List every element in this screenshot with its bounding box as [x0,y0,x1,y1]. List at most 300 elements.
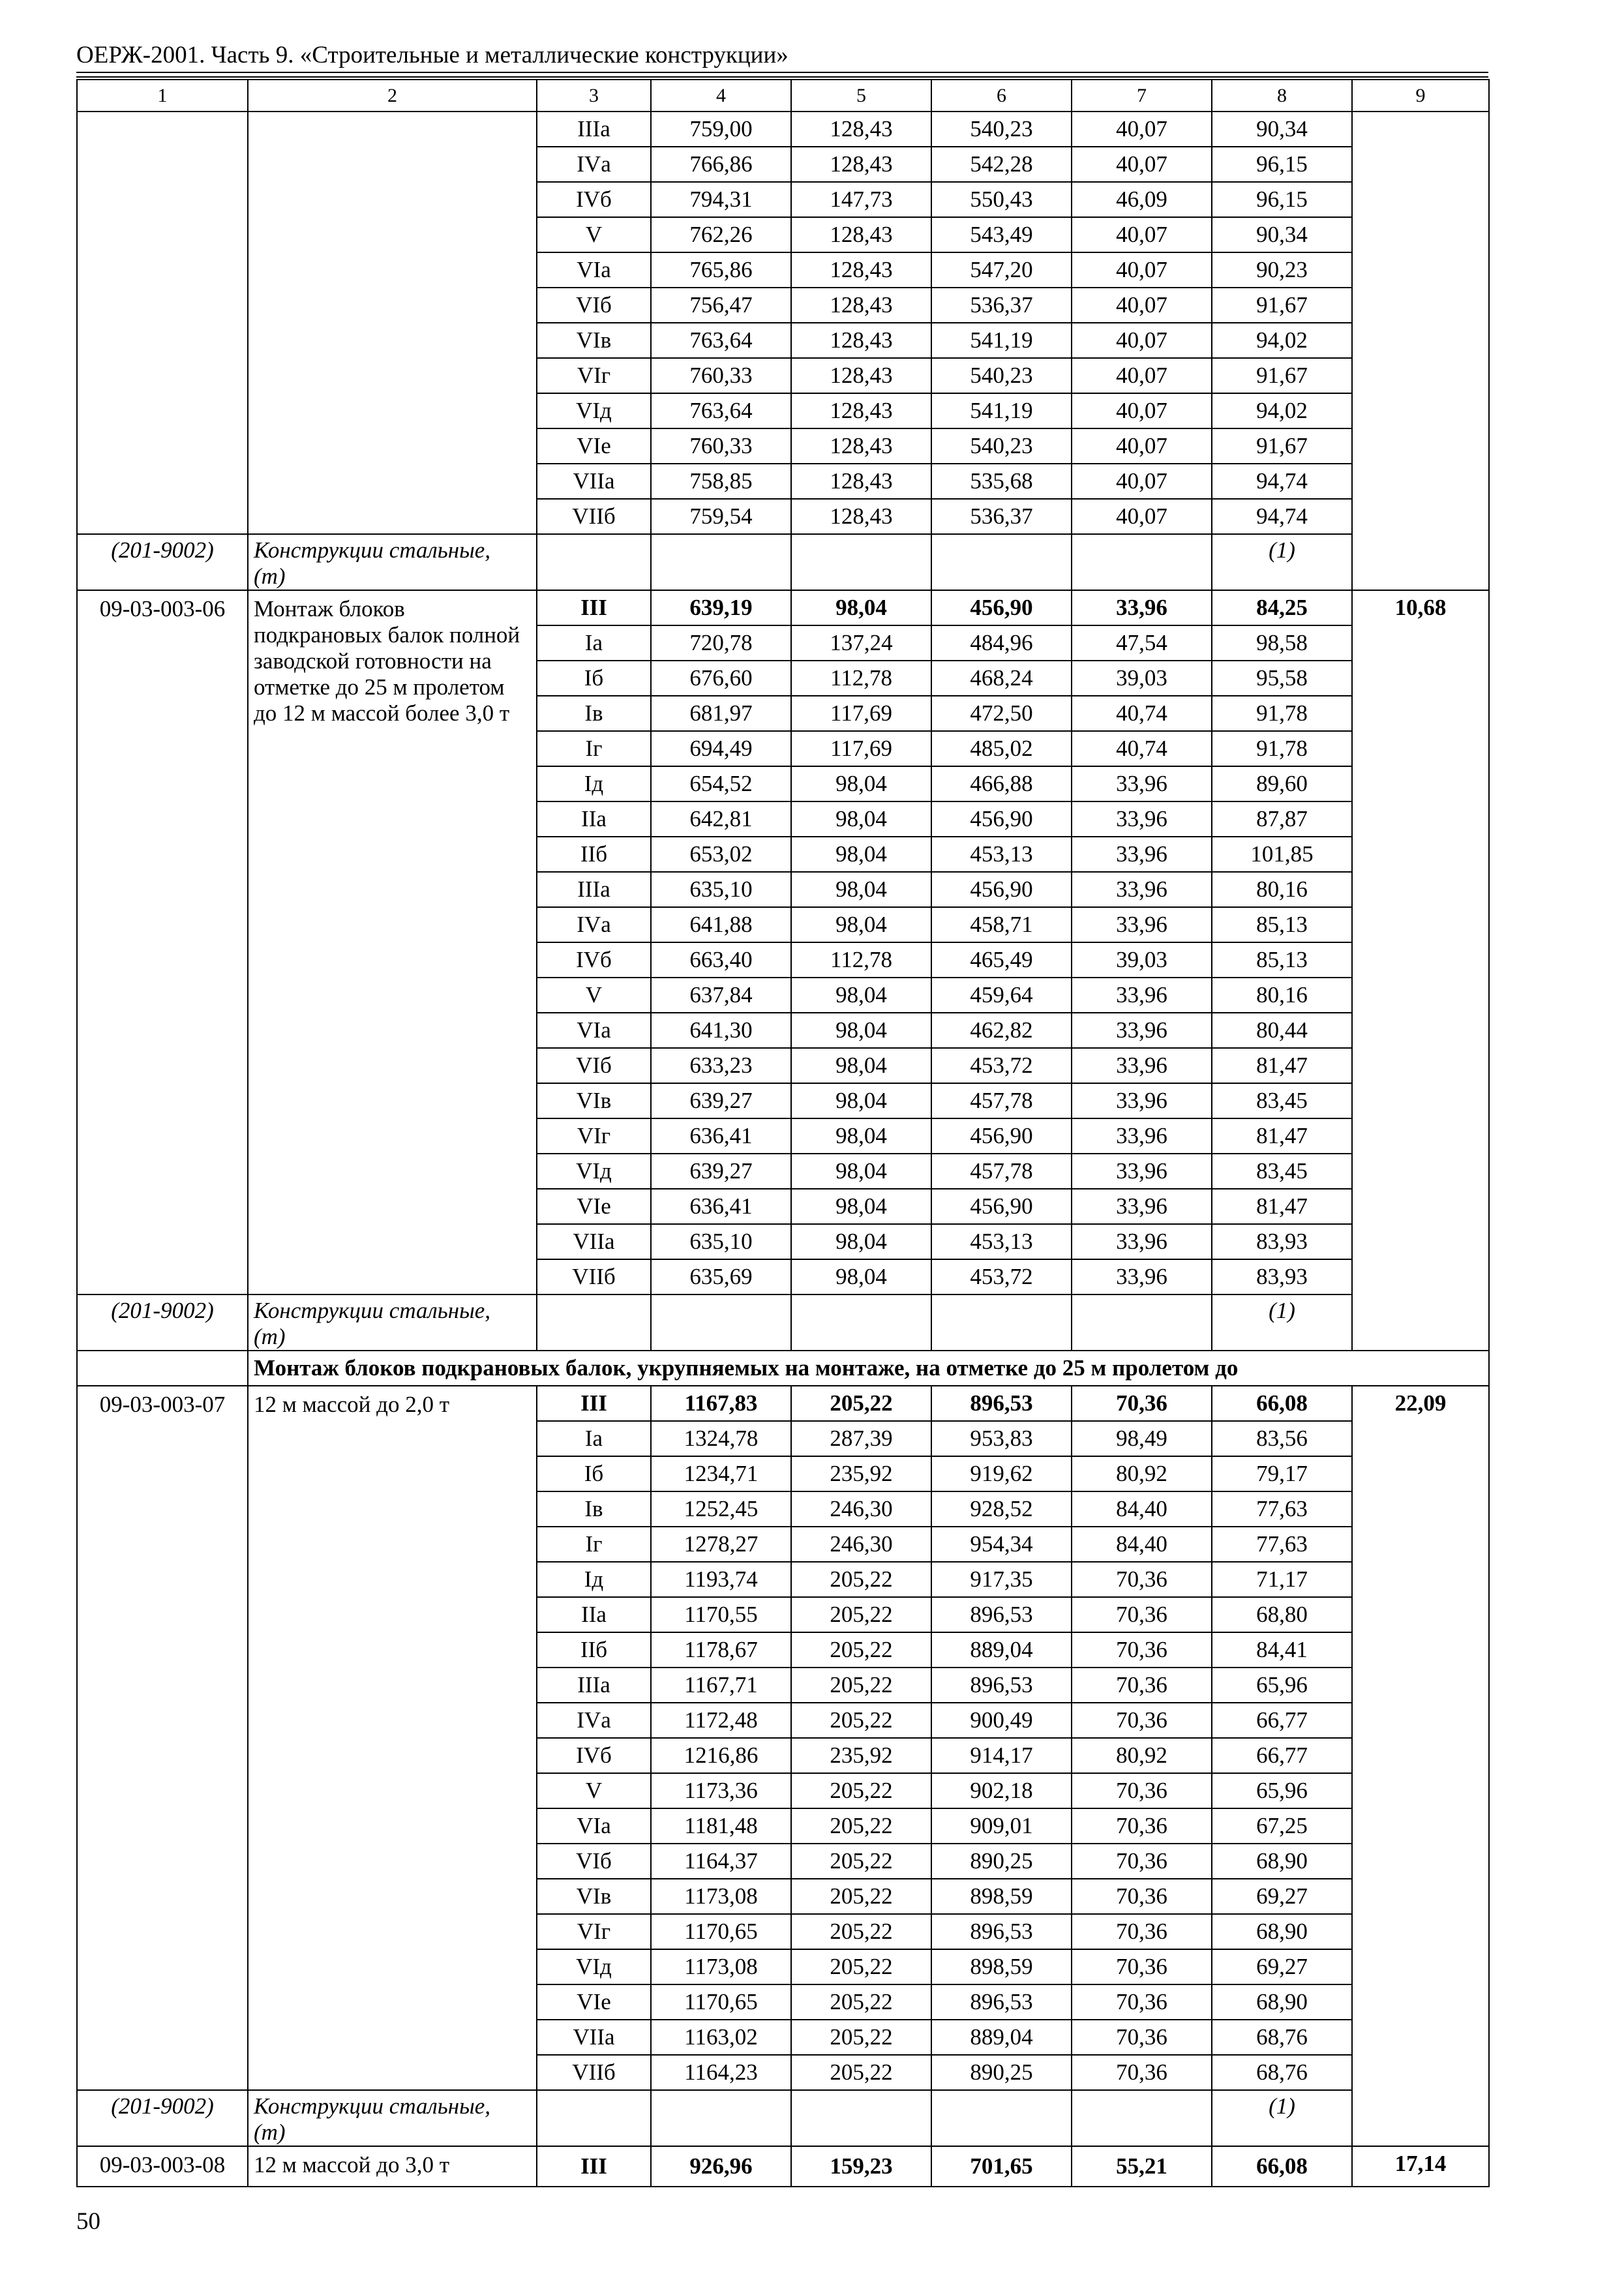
value-cell: 81,47 [1212,1189,1352,1224]
value-cell: 794,31 [651,182,791,217]
column-number-row [77,80,1489,112]
value-cell: 456,90 [931,801,1072,837]
value-cell: 1173,08 [651,1879,791,1914]
value-cell: 84,40 [1072,1491,1212,1527]
value-cell: 639,19 [651,590,791,625]
value-cell: 85,13 [1212,942,1352,978]
resource-name [248,534,537,590]
value-cell: 896,53 [931,1984,1072,2020]
empty-cell [931,534,1072,590]
value-cell: 205,22 [791,1984,931,2020]
value-cell: 128,43 [791,428,931,464]
value-cell: 98,04 [791,766,931,801]
value-cell: 80,92 [1072,1738,1212,1773]
price-zone-cell: V [537,978,651,1013]
price-zone-cell: VIIа [537,464,651,499]
value-cell: 66,77 [1212,1703,1352,1738]
value-cell: 91,67 [1212,358,1352,393]
column-number: 8 [1212,80,1352,112]
labor-cell: 10,68 [1352,590,1489,1294]
value-cell: 98,58 [1212,625,1352,661]
value-cell: 1170,55 [651,1597,791,1632]
value-cell: 635,10 [651,1224,791,1259]
resource-quantity: (1) [1212,534,1352,590]
value-cell: 70,36 [1072,1562,1212,1597]
value-cell: 96,15 [1212,182,1352,217]
value-cell: 540,23 [931,112,1072,147]
value-cell: 541,19 [931,393,1072,428]
value-cell: 40,07 [1072,112,1212,147]
price-zone-cell: IVб [537,1738,651,1773]
value-cell: 205,22 [791,1386,931,1421]
value-cell: 639,27 [651,1083,791,1118]
value-cell: 1181,48 [651,1808,791,1844]
value-cell: 33,96 [1072,872,1212,907]
value-cell: 40,07 [1072,358,1212,393]
value-cell: 159,23 [791,2146,931,2187]
value-cell: 759,54 [651,499,791,534]
resource-row [77,1294,1489,1351]
value-cell: 83,45 [1212,1083,1352,1118]
value-cell: 33,96 [1072,801,1212,837]
value-cell: 758,85 [651,464,791,499]
price-zone-cell: VIв [537,323,651,358]
rate-name-cell [248,112,537,534]
value-cell: 117,69 [791,696,931,731]
value-cell: 70,36 [1072,1808,1212,1844]
value-cell: 459,64 [931,978,1072,1013]
empty-cell [537,534,651,590]
value-cell: 84,41 [1212,1632,1352,1668]
rates-table [76,79,1490,2187]
value-cell: 246,30 [791,1491,931,1527]
price-zone-cell: IVб [537,182,651,217]
value-cell: 759,00 [651,112,791,147]
value-cell: 235,92 [791,1738,931,1773]
value-cell: 65,96 [1212,1668,1352,1703]
price-zone-cell: VIд [537,1154,651,1189]
value-cell: 70,36 [1072,2055,1212,2090]
value-cell: 66,08 [1212,2146,1352,2187]
value-cell: 542,28 [931,147,1072,182]
price-zone-cell: IIа [537,801,651,837]
value-cell: 68,76 [1212,2055,1352,2090]
price-zone-cell: V [537,217,651,252]
empty-cell [791,534,931,590]
value-cell: 928,52 [931,1491,1072,1527]
value-cell: 83,56 [1212,1421,1352,1456]
price-zone-cell: III [537,1386,651,1421]
value-cell: 39,03 [1072,942,1212,978]
value-cell: 112,78 [791,942,931,978]
value-cell: 40,74 [1072,696,1212,731]
value-cell: 83,93 [1212,1224,1352,1259]
value-cell: 456,90 [931,1189,1072,1224]
price-zone-cell: VIб [537,288,651,323]
value-cell: 47,54 [1072,625,1212,661]
value-cell: 55,21 [1072,2146,1212,2187]
value-cell: 205,22 [791,1597,931,1632]
value-cell: 765,86 [651,252,791,288]
value-cell: 756,47 [651,288,791,323]
value-cell: 541,19 [931,323,1072,358]
value-cell: 101,85 [1212,837,1352,872]
value-cell: 68,90 [1212,1914,1352,1949]
value-cell: 68,80 [1212,1597,1352,1632]
value-cell: 39,03 [1072,661,1212,696]
value-cell: 540,23 [931,358,1072,393]
value-cell: 81,47 [1212,1048,1352,1083]
value-cell: 80,16 [1212,872,1352,907]
empty-cell [1352,2090,1489,2146]
value-cell: 205,22 [791,2055,931,2090]
empty-cell [651,2090,791,2146]
value-cell: 235,92 [791,1456,931,1491]
price-zone-cell: VIг [537,358,651,393]
price-zone-cell: VIIа [537,1224,651,1259]
value-cell: 98,04 [791,1118,931,1154]
price-zone-cell: VIIб [537,499,651,534]
value-cell: 1234,71 [651,1456,791,1491]
price-zone-cell: VIб [537,1048,651,1083]
value-cell: 642,81 [651,801,791,837]
empty-cell [931,1294,1072,1351]
price-zone-cell: VIе [537,1984,651,2020]
value-cell: 205,22 [791,1879,931,1914]
value-cell: 98,04 [791,1224,931,1259]
empty-cell [77,1351,248,1386]
value-cell: 641,88 [651,907,791,942]
resource-code: (201-9002) [77,1294,248,1351]
value-cell: 462,82 [931,1013,1072,1048]
column-number: 4 [651,80,791,112]
price-zone-cell: IIIа [537,1668,651,1703]
value-cell: 98,04 [791,978,931,1013]
price-zone-cell: III [537,590,651,625]
column-number: 2 [248,80,537,112]
resource-unit-line: (т) [254,1324,286,1349]
price-zone-cell: Iг [537,731,651,766]
value-cell: 663,40 [651,942,791,978]
price-zone-cell: VIе [537,428,651,464]
value-cell: 485,02 [931,731,1072,766]
value-cell: 926,96 [651,2146,791,2187]
value-cell: 128,43 [791,323,931,358]
value-cell: 898,59 [931,1949,1072,1984]
value-cell: 79,17 [1212,1456,1352,1491]
value-cell: 1324,78 [651,1421,791,1456]
resource-row [77,2090,1489,2146]
value-cell: 91,78 [1212,696,1352,731]
value-cell: 68,76 [1212,2020,1352,2055]
value-cell: 466,88 [931,766,1072,801]
price-zone-cell: VIг [537,1118,651,1154]
value-cell: 633,23 [651,1048,791,1083]
value-cell: 954,34 [931,1527,1072,1562]
value-cell: 536,37 [931,499,1072,534]
empty-cell [537,2090,651,2146]
value-cell: 540,23 [931,428,1072,464]
price-zone-cell: Iд [537,766,651,801]
value-cell: 46,09 [1072,182,1212,217]
value-cell: 635,69 [651,1259,791,1294]
value-cell: 95,58 [1212,661,1352,696]
value-cell: 98,04 [791,872,931,907]
value-cell: 896,53 [931,1597,1072,1632]
value-cell: 94,74 [1212,464,1352,499]
value-cell: 1167,83 [651,1386,791,1421]
value-cell: 760,33 [651,358,791,393]
value-cell: 70,36 [1072,1949,1212,1984]
value-cell: 33,96 [1072,766,1212,801]
value-cell: 641,30 [651,1013,791,1048]
value-cell: 205,22 [791,1844,931,1879]
value-cell: 98,49 [1072,1421,1212,1456]
value-cell: 128,43 [791,147,931,182]
price-zone-cell: IVа [537,1703,651,1738]
price-zone-cell: VIа [537,1013,651,1048]
resource-name [248,1294,537,1351]
value-cell: 94,74 [1212,499,1352,534]
empty-cell [1352,1294,1489,1351]
value-cell: 763,64 [651,393,791,428]
value-cell: 1193,74 [651,1562,791,1597]
table-row [77,2146,1489,2187]
value-cell: 98,04 [791,1154,931,1189]
value-cell: 98,04 [791,801,931,837]
resource-quantity: (1) [1212,1294,1352,1351]
value-cell: 1216,86 [651,1738,791,1773]
rate-name-cell: 12 м массой до 2,0 т [248,1386,537,2090]
value-cell: 33,96 [1072,1013,1212,1048]
value-cell: 456,90 [931,1118,1072,1154]
rates-table-body [77,80,1489,2187]
column-number: 1 [77,80,248,112]
resource-name-line: Конструкции стальные, [254,537,491,563]
value-cell: 70,36 [1072,1597,1212,1632]
section-heading-row [77,1351,1489,1386]
value-cell: 87,87 [1212,801,1352,837]
value-cell: 70,36 [1072,1632,1212,1668]
price-zone-cell: Iб [537,661,651,696]
value-cell: 70,36 [1072,1914,1212,1949]
value-cell: 80,16 [1212,978,1352,1013]
price-zone-cell: Iб [537,1456,651,1491]
value-cell: 889,04 [931,2020,1072,2055]
value-cell: 98,04 [791,590,931,625]
value-cell: 1173,36 [651,1773,791,1808]
empty-cell [1072,2090,1212,2146]
price-zone-cell: VIб [537,1844,651,1879]
column-number: 6 [931,80,1072,112]
resource-name-line: Конструкции стальные, [254,2093,491,2119]
value-cell: 896,53 [931,1668,1072,1703]
value-cell: 900,49 [931,1703,1072,1738]
table-row [77,1386,1489,1421]
value-cell: 89,60 [1212,766,1352,801]
value-cell: 77,63 [1212,1527,1352,1562]
value-cell: 71,17 [1212,1562,1352,1597]
price-zone-cell: IIб [537,1632,651,1668]
resource-code: (201-9002) [77,534,248,590]
value-cell: 763,64 [651,323,791,358]
value-cell: 694,49 [651,731,791,766]
rate-name-cell: 12 м массой до 3,0 т [248,2146,537,2187]
value-cell: 70,36 [1072,2020,1212,2055]
value-cell: 80,44 [1212,1013,1352,1048]
value-cell: 919,62 [931,1456,1072,1491]
value-cell: 137,24 [791,625,931,661]
value-cell: 33,96 [1072,837,1212,872]
value-cell: 66,08 [1212,1386,1352,1421]
value-cell: 33,96 [1072,1048,1212,1083]
value-cell: 953,83 [931,1421,1072,1456]
value-cell: 117,69 [791,731,931,766]
value-cell: 70,36 [1072,1386,1212,1421]
value-cell: 77,63 [1212,1491,1352,1527]
value-cell: 453,13 [931,837,1072,872]
value-cell: 287,39 [791,1421,931,1456]
value-cell: 453,13 [931,1224,1072,1259]
value-cell: 128,43 [791,217,931,252]
value-cell: 914,17 [931,1738,1072,1773]
value-cell: 896,53 [931,1386,1072,1421]
price-zone-cell: VIIа [537,2020,651,2055]
value-cell: 1164,23 [651,2055,791,2090]
labor-cell [1352,112,1489,534]
value-cell: 67,25 [1212,1808,1352,1844]
value-cell: 902,18 [931,1773,1072,1808]
value-cell: 681,97 [651,696,791,731]
value-cell: 890,25 [931,1844,1072,1879]
value-cell: 98,04 [791,1048,931,1083]
empty-cell [791,2090,931,2146]
price-zone-cell: VIг [537,1914,651,1949]
value-cell: 205,22 [791,1668,931,1703]
value-cell: 70,36 [1072,1844,1212,1879]
value-cell: 33,96 [1072,1224,1212,1259]
labor-cell: 22,09 [1352,1386,1489,2090]
value-cell: 205,22 [791,1632,931,1668]
column-number: 7 [1072,80,1212,112]
price-zone-cell: VIIб [537,1259,651,1294]
empty-cell [651,1294,791,1351]
value-cell: 246,30 [791,1527,931,1562]
price-zone-cell: VIд [537,393,651,428]
price-zone-cell: VIа [537,252,651,288]
price-zone-cell: Iа [537,1421,651,1456]
value-cell: 98,04 [791,1189,931,1224]
value-cell: 205,22 [791,1808,931,1844]
price-zone-cell: III [537,2146,651,2187]
value-cell: 65,96 [1212,1773,1352,1808]
value-cell: 205,22 [791,1949,931,1984]
value-cell: 1170,65 [651,1914,791,1949]
resource-quantity: (1) [1212,2090,1352,2146]
value-cell: 636,41 [651,1118,791,1154]
section-heading: Монтаж блоков подкрановых балок, укрупняемых на монтаже, на отметке до 25 м пролетом до [248,1351,1489,1386]
value-cell: 98,04 [791,1259,931,1294]
value-cell: 654,52 [651,766,791,801]
price-zone-cell: IVа [537,907,651,942]
value-cell: 472,50 [931,696,1072,731]
value-cell: 80,92 [1072,1456,1212,1491]
value-cell: 96,15 [1212,147,1352,182]
price-zone-cell: IIIа [537,872,651,907]
value-cell: 33,96 [1072,978,1212,1013]
price-zone-cell: Iг [537,1527,651,1562]
column-number: 5 [791,80,931,112]
resource-name [248,2090,537,2146]
value-cell: 81,47 [1212,1118,1352,1154]
value-cell: 676,60 [651,661,791,696]
value-cell: 1163,02 [651,2020,791,2055]
value-cell: 1164,37 [651,1844,791,1879]
value-cell: 889,04 [931,1632,1072,1668]
value-cell: 70,36 [1072,1984,1212,2020]
value-cell: 543,49 [931,217,1072,252]
value-cell: 453,72 [931,1048,1072,1083]
value-cell: 91,67 [1212,288,1352,323]
value-cell: 205,22 [791,1773,931,1808]
price-zone-cell: Iд [537,1562,651,1597]
rate-code-cell [77,112,248,534]
value-cell: 98,04 [791,837,931,872]
value-cell: 128,43 [791,112,931,147]
value-cell: 762,26 [651,217,791,252]
resource-unit-line: (т) [254,2119,286,2145]
empty-cell [1072,1294,1212,1351]
value-cell: 1173,08 [651,1949,791,1984]
value-cell: 896,53 [931,1914,1072,1949]
value-cell: 458,71 [931,907,1072,942]
value-cell: 128,43 [791,252,931,288]
value-cell: 484,96 [931,625,1072,661]
value-cell: 40,07 [1072,428,1212,464]
value-cell: 33,96 [1072,1154,1212,1189]
value-cell: 456,90 [931,872,1072,907]
value-cell: 1172,48 [651,1703,791,1738]
value-cell: 766,86 [651,147,791,182]
value-cell: 890,25 [931,2055,1072,2090]
value-cell: 1178,67 [651,1632,791,1668]
price-zone-cell: VIд [537,1949,651,1984]
value-cell: 128,43 [791,464,931,499]
value-cell: 70,36 [1072,1773,1212,1808]
value-cell: 550,43 [931,182,1072,217]
value-cell: 40,07 [1072,147,1212,182]
price-zone-cell: IIб [537,837,651,872]
value-cell: 205,22 [791,1703,931,1738]
value-cell: 653,02 [651,837,791,872]
value-cell: 128,43 [791,288,931,323]
value-cell: 1167,71 [651,1668,791,1703]
value-cell: 40,07 [1072,393,1212,428]
value-cell: 468,24 [931,661,1072,696]
value-cell: 70,36 [1072,1879,1212,1914]
value-cell: 94,02 [1212,393,1352,428]
value-cell: 535,68 [931,464,1072,499]
value-cell: 40,07 [1072,499,1212,534]
price-zone-cell: IVб [537,942,651,978]
labor-cell: 17,14 [1352,2146,1489,2187]
value-cell: 465,49 [931,942,1072,978]
rate-code-cell: 09-03-003-07 [77,1386,248,2090]
price-zone-cell: VIа [537,1808,651,1844]
header-rule [76,72,1488,78]
price-zone-cell: V [537,1773,651,1808]
resource-row [77,534,1489,590]
